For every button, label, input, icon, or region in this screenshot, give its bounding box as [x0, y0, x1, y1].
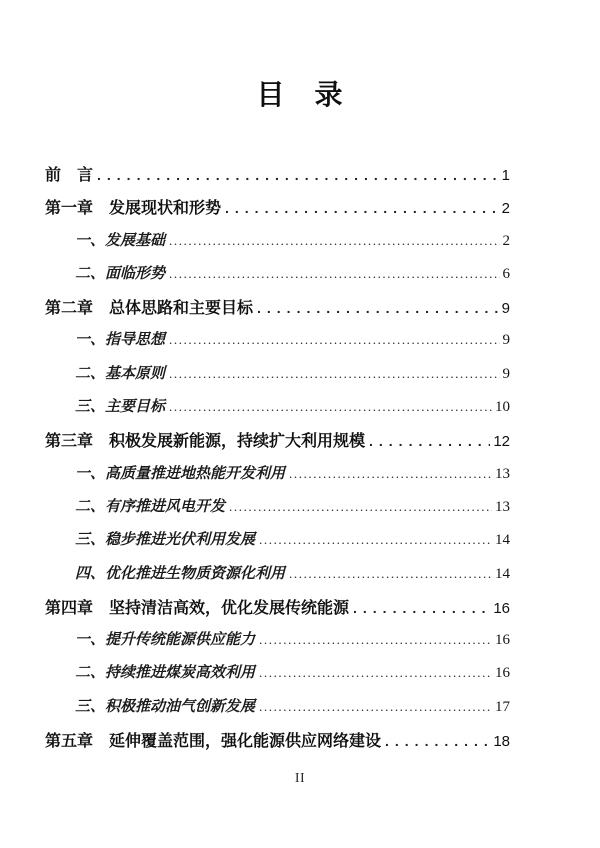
toc-entry-page-number: 10: [495, 399, 510, 416]
toc-entry-page-number: 9: [501, 300, 510, 318]
toc-entry-label: 第五章 延伸覆盖范围，强化能源供应网络建设: [45, 733, 382, 751]
toc-entry-label: 一、指导思想: [75, 330, 166, 349]
dot-leader: [229, 497, 492, 515]
toc-entry[interactable]: [45, 428, 510, 461]
toc-entry-label: 二、基本原则: [75, 363, 166, 382]
toc-entry[interactable]: [45, 495, 510, 528]
toc-entry[interactable]: [45, 595, 510, 628]
toc-entry-page-number: 1: [501, 167, 510, 184]
toc-entry-page-number: 6: [502, 265, 510, 282]
dot-leader: [259, 630, 492, 648]
toc-entry-label: 一、高质量推进地热能开发利用: [75, 463, 286, 482]
toc-entry-label: 第四章 坚持清洁高效，优化发展传统能源: [45, 599, 350, 617]
dot-leader: [369, 433, 490, 451]
page-number-footer: II: [294, 771, 306, 786]
toc-entry-label: 三、稳步推进光伏利用发展: [75, 530, 256, 549]
dot-leader: [259, 530, 492, 548]
dot-leader: [385, 733, 490, 751]
toc-entry[interactable]: [45, 695, 510, 728]
toc-entry-page-number: 14: [495, 532, 510, 549]
toc-entry-label: 二、面临形势: [75, 263, 166, 282]
toc-entry-page-number: 2: [501, 200, 510, 218]
toc-entry-label: 二、持续推进煤炭高效利用: [75, 663, 256, 682]
toc-entry-page-number: 13: [495, 465, 510, 482]
toc-entry[interactable]: [45, 728, 510, 761]
toc-entry[interactable]: [45, 628, 510, 661]
toc-entry[interactable]: [45, 562, 510, 595]
dot-leader: [225, 200, 499, 218]
dot-leader: [169, 364, 499, 382]
toc-entry-label: 第三章 积极发展新能源，持续扩大利用规模: [45, 433, 366, 451]
toc-entry-page-number: 16: [495, 632, 510, 649]
toc-entry[interactable]: [45, 195, 510, 228]
dot-leader: [169, 397, 492, 415]
toc-entry-page-number: 18: [493, 733, 510, 751]
dot-leader: [353, 600, 490, 618]
toc-entry[interactable]: [45, 229, 510, 262]
toc-title: 目 录: [256, 79, 344, 110]
toc-entry[interactable]: [45, 462, 510, 495]
toc-entry-page-number: 13: [495, 498, 510, 515]
toc-entry[interactable]: [45, 295, 510, 328]
dot-leader: [169, 330, 499, 348]
toc-entry-page-number: 17: [495, 698, 510, 715]
dot-leader: [259, 663, 492, 681]
toc-list: [0, 162, 600, 761]
dot-leader: [259, 697, 492, 715]
dot-leader: [289, 564, 492, 582]
dot-leader: [289, 464, 492, 482]
toc-entry[interactable]: [45, 528, 510, 561]
dot-leader: [169, 264, 499, 282]
toc-entry[interactable]: [45, 328, 510, 361]
toc-entry-label: 三、积极推动油气创新发展: [75, 696, 256, 715]
toc-entry[interactable]: [45, 661, 510, 694]
dot-leader: [257, 300, 499, 318]
toc-entry-page-number: 12: [493, 433, 510, 451]
toc-entry[interactable]: [45, 262, 510, 295]
toc-entry-label: 二、有序推进风电开发: [75, 496, 226, 515]
dot-leader: [97, 167, 499, 185]
toc-entry[interactable]: [45, 395, 510, 428]
toc-entry-label: 第一章 发展现状和形势: [45, 200, 222, 218]
toc-entry-page-number: 9: [502, 365, 510, 382]
toc-entry-label: 一、发展基础: [75, 230, 166, 249]
dot-leader: [169, 231, 499, 249]
toc-entry-page-number: 16: [495, 665, 510, 682]
toc-entry[interactable]: [45, 162, 510, 195]
toc-entry-label: 三、主要目标: [75, 397, 166, 416]
toc-entry-label: 前 言: [45, 167, 94, 184]
toc-entry[interactable]: [45, 362, 510, 395]
toc-entry-page-number: 14: [495, 565, 510, 582]
toc-entry-page-number: 2: [502, 232, 510, 249]
toc-entry-page-number: 9: [502, 332, 510, 349]
toc-entry-label: 四、优化推进生物质资源化利用: [75, 563, 286, 582]
toc-entry-label: 第二章 总体思路和主要目标: [45, 300, 254, 318]
toc-entry-page-number: 16: [493, 599, 510, 617]
toc-entry-label: 一、提升传统能源供应能力: [75, 630, 256, 649]
